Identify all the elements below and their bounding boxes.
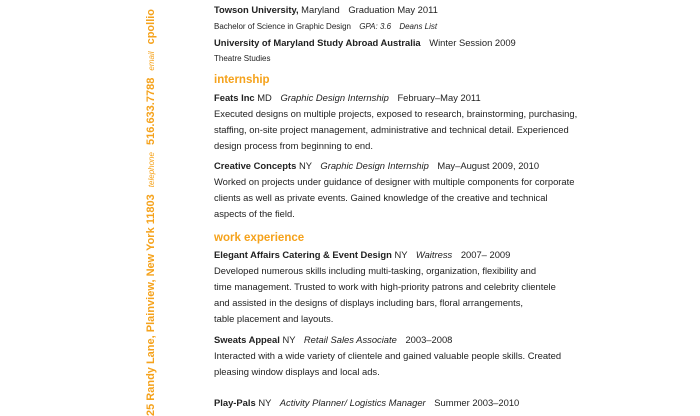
description-line: pleasing window displays and local ads. [214, 366, 380, 377]
job-role: Graphic Design Internship [320, 160, 429, 171]
job-location: NY [282, 334, 296, 345]
honors: Deans List [399, 22, 438, 31]
job-dates: 2007– 2009 [460, 249, 511, 260]
description-line: Worked on projects under guidance of designer with multiple components for corporate [214, 176, 575, 187]
phone-number: 516.633.7788 [145, 77, 157, 145]
email-label: email [147, 51, 156, 71]
job-description [214, 174, 574, 222]
company: Elegant Affairs Catering & Event Design [214, 249, 392, 260]
work-experience-heading: work experience [214, 232, 305, 244]
internship-heading: internship [214, 74, 270, 86]
description-line: aspects of the field. [214, 208, 295, 219]
description-line: clients as well as private events. Gained knowledge of the creative and technical [214, 192, 548, 203]
description-line: Developed numerous skills including multi-tasking, organization, flexibility and [214, 265, 537, 276]
contact-sidebar [140, 0, 162, 416]
job-role: Retail Sales Associate [303, 334, 397, 345]
job-location: NY [258, 397, 272, 408]
job-header [214, 249, 510, 260]
job-dates: May–August 2009, 2010 [437, 160, 540, 171]
job-dates: Summer 2003–2010 [434, 397, 520, 408]
job-header [214, 160, 539, 171]
description-line: Executed designs on multiple projects, exposed to research, brainstorming, purchasing, [214, 108, 578, 119]
graduation-date: Graduation May 2011 [348, 4, 438, 15]
session-date: Winter Session 2009 [429, 37, 516, 48]
company: Sweats Appeal [214, 334, 280, 345]
job-location: NY [394, 249, 408, 260]
gpa: GPA: 3.6 [359, 22, 392, 31]
description-line: and assisted in the designs of displays including bars, floral arrangements, [214, 297, 524, 308]
description-line: time management. Trusted to work with high-priority patrons and celebrity clientele [214, 281, 556, 292]
contact-info [143, 9, 160, 416]
phone-label: telephone [147, 152, 156, 188]
school-location: Maryland [301, 4, 340, 15]
school-name: Towson University, [214, 4, 299, 15]
job-role: Waitress [415, 249, 453, 260]
job-location: NY [298, 160, 312, 171]
job-dates: 2003–2008 [405, 334, 453, 345]
email-address: cpollio [145, 8, 157, 45]
degree-line-1 [214, 22, 437, 31]
degree-line-2 [214, 54, 270, 63]
degree: Bachelor of Science in Graphic Design [214, 22, 351, 31]
job-description [214, 263, 556, 327]
description-line: Interacted with a wide variety of clientele and gained valuable people skills. Created [214, 350, 562, 361]
job-role: Activity Planner/ Logistics Manager [279, 397, 426, 408]
job-role: Graphic Design Internship [280, 92, 389, 103]
description-line: staffing, on-site project management, administrative and technical detail. Experienced [214, 124, 569, 135]
job-header [214, 334, 452, 345]
job-description [214, 106, 577, 154]
description-line: design process from beginning to end. [214, 140, 373, 151]
job-header [214, 92, 481, 103]
job-location: MD [257, 92, 272, 103]
job-header [214, 397, 519, 408]
company: Creative Concepts [214, 160, 297, 171]
company: Play-Pals [214, 397, 256, 408]
job-description [214, 348, 561, 380]
description-line: table placement and layouts. [214, 313, 334, 324]
education-entry-2 [214, 37, 516, 48]
company: Feats Inc [214, 92, 255, 103]
education-entry-1 [214, 4, 438, 15]
degree: Theatre Studies [214, 54, 271, 63]
job-dates: February–May 2011 [397, 92, 481, 103]
school-name: University of Maryland Study Abroad Australia [214, 37, 421, 48]
address: 25 Randy Lane, Plainview, New York 11803 [145, 194, 157, 416]
